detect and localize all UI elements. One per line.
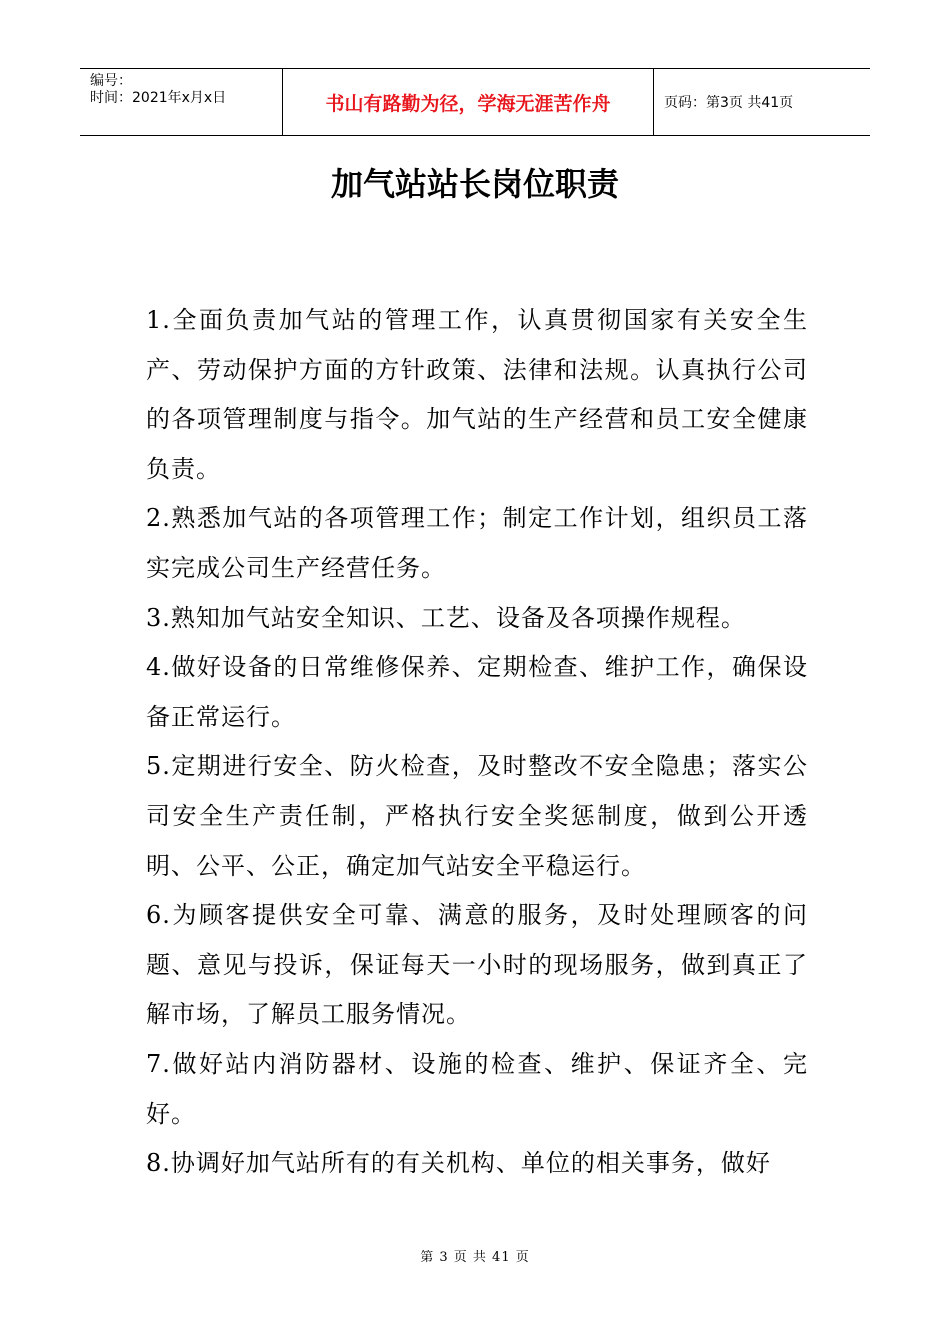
document-body	[146, 296, 808, 1189]
paragraph-7: 7.做好站内消防器材、设施的检查、维护、保证齐全、完好。	[146, 1049, 808, 1128]
paragraph-6: 6.为顾客提供安全可靠、满意的服务，及时处理顾客的问题、意见与投诉，保证每天一小时的现场服务，做到真正了解市场，了解员工服务情况。	[146, 901, 808, 1029]
header-meta	[80, 69, 282, 135]
document-date-label: 时间：2021年x月x日	[90, 90, 227, 106]
page-header	[80, 68, 870, 136]
paragraph-3: 3.熟知加气站安全知识、工艺、设备及各项操作规程。	[146, 603, 746, 632]
header-page-info: 页码：第3页 共41页	[664, 95, 794, 111]
paragraph-8: 8.协调好加气站所有的有关机构、单位的相关事务，做好	[146, 1149, 771, 1178]
page-footer: 第 3 页 共 41 页	[420, 1250, 530, 1265]
header-motto: 书山有路勤为径，学海无涯苦作舟	[282, 69, 654, 135]
document-number-label: 编号：	[90, 73, 132, 89]
document-title: 加气站站长岗位职责	[330, 165, 619, 203]
paragraph-1: 1.全面负责加气站的管理工作，认真贯彻国家有关安全生产、劳动保护方面的方针政策、法律和法规。认真执行公司的各项管理制度与指令。加气站的生产经营和员工安全健康负责。	[146, 306, 808, 483]
paragraph-2: 2.熟悉加气站的各项管理工作；制定工作计划，组织员工落实完成公司生产经营任务。	[146, 504, 808, 582]
paragraph-4: 4.做好设备的日常维修保养、定期检查、维护工作，确保设备正常运行。	[146, 653, 808, 731]
paragraph-5: 5.定期进行安全、防火检查，及时整改不安全隐患；落实公司安全生产责任制，严格执行安全奖惩制度，做到公开透明、公平、公正，确定加气站安全平稳运行。	[146, 752, 808, 880]
